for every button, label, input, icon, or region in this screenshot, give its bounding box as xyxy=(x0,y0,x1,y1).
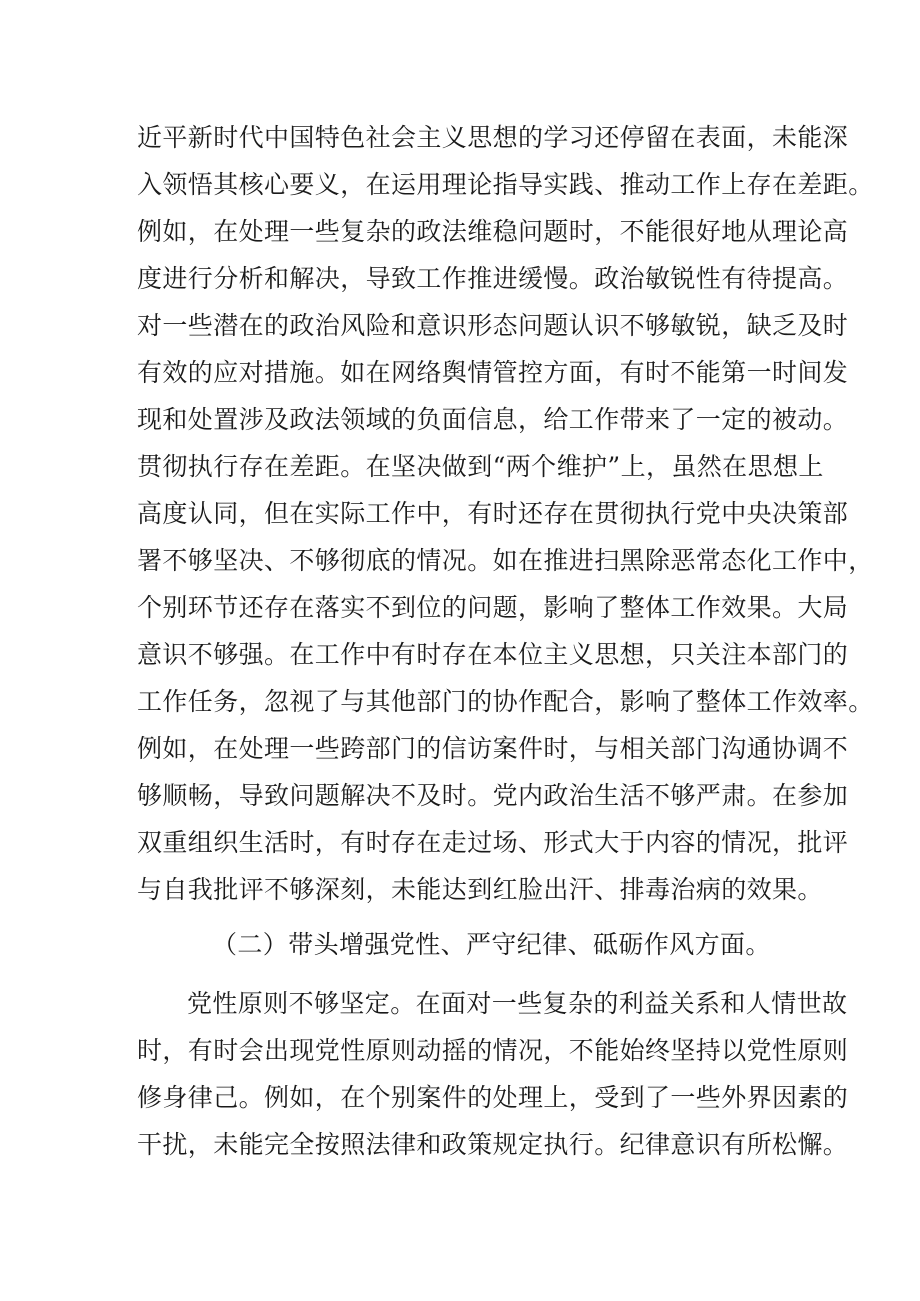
body-text-line: 意识不够强。在工作中有时存在本位主义思想，只关注本部门的 xyxy=(137,640,849,669)
body-text-line: 入领悟其核心要义，在运用理论指导实践、推动工作上存在差距。 xyxy=(137,170,874,199)
body-text-line: 双重组织生活时，有时存在走过场、形式大于内容的情况，批评 xyxy=(137,828,849,857)
body-text-line: 够顺畅，导致问题解决不及时。党内政治生活不够严肃。在参加 xyxy=(137,781,849,810)
paragraph-first-line: 党性原则不够坚定。在面对一些复杂的利益关系和人情世故 xyxy=(187,989,848,1018)
body-text-line: 干扰，未能完全按照法律和政策规定执行。纪律意识有所松懈。 xyxy=(137,1130,849,1159)
body-text-line: 近平新时代中国特色社会主义思想的学习还停留在表面，未能深 xyxy=(137,123,849,152)
body-text-line: 例如，在处理一些复杂的政法维稳问题时，不能很好地从理论高 xyxy=(137,217,849,246)
body-text-line: 高度认同，但在实际工作中，有时还存在贯彻执行党中央决策部 xyxy=(137,499,849,528)
section-heading: （二）带头增强党性、严守纪律、砥砺作风方面。 xyxy=(212,930,771,959)
body-text-line: 个别环节还存在落实不到位的问题，影响了整体工作效果。大局 xyxy=(137,593,849,622)
body-text-line: 有效的应对措施。如在网络舆情管控方面，有时不能第一时间发 xyxy=(137,358,849,387)
body-text-line: 署不够坚决、不够彻底的情况。如在推进扫黑除恶常态化工作中， xyxy=(137,546,874,575)
body-text-line: 修身律己。例如，在个别案件的处理上，受到了一些外界因素的 xyxy=(137,1083,849,1112)
body-text-line: 现和处置涉及政法领域的负面信息，给工作带来了一定的被动。 xyxy=(137,405,849,434)
body-text-line: 度进行分析和解决，导致工作推进缓慢。政治敏锐性有待提高。 xyxy=(137,264,849,293)
body-text-line: 工作任务，忽视了与其他部门的协作配合，影响了整体工作效率。 xyxy=(137,687,874,716)
body-text-line: 贯彻执行存在差距。在坚决做到“两个维护”上，虽然在思想上 xyxy=(137,452,824,481)
body-text-line: 时，有时会出现党性原则动摇的情况，不能始终坚持以党性原则 xyxy=(137,1036,849,1065)
body-text-line: 与自我批评不够深刻，未能达到红脸出汗、排毒治病的效果。 xyxy=(137,875,823,904)
body-text-line: 对一些潜在的政治风险和意识形态问题认识不够敏锐，缺乏及时 xyxy=(137,311,849,340)
body-text-line: 例如，在处理一些跨部门的信访案件时，与相关部门沟通协调不 xyxy=(137,734,849,763)
